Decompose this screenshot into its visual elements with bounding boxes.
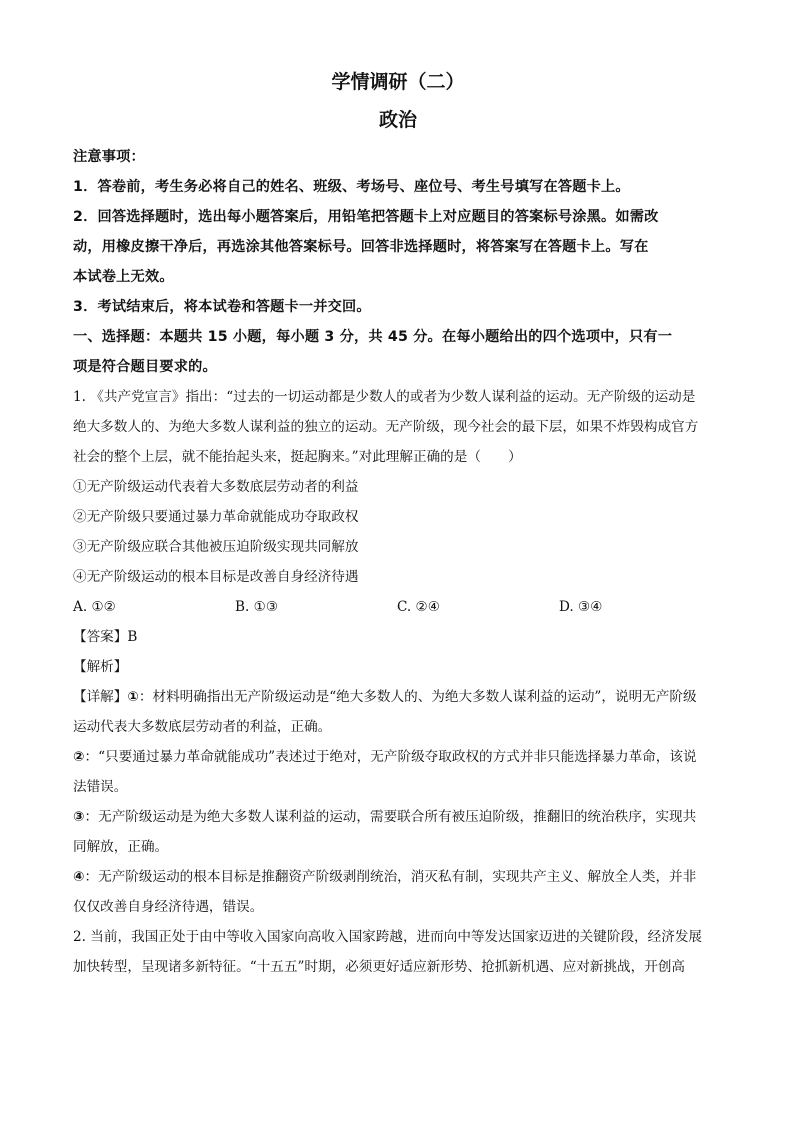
option-d: D. ③④ — [559, 599, 603, 615]
detail-line — [73, 862, 723, 892]
detail-text: 运动代表大多数底层劳动者的利益，正确。 — [73, 719, 332, 735]
notice-item: 2．回答选择题时，选出每小题答案后，用铅笔把答题卡上对应题目的答案标号涂黑。如需改 — [73, 209, 659, 225]
option-b: B. ①③ — [235, 599, 279, 615]
question-stem: 1. 《共产党宣言》指出：“过去的一切运动都是少数人的或者为少数人谋利益的运动。无产阶级的运动是 — [73, 389, 696, 405]
detail-text: 同解放，正确。 — [73, 839, 169, 855]
detail-marker: ④ — [73, 869, 85, 885]
section-heading-cont: 项是符合题目要求的。 — [73, 359, 217, 375]
notice-heading: 注意事项： — [73, 149, 145, 165]
notice-item: 动，用橡皮擦干净后，再选涂其他答案标号。回答非选择题时，将答案写在答题卡上。写在 — [73, 239, 649, 255]
detail-text: 法错误。 — [73, 779, 128, 795]
detail-marker: ① — [127, 689, 139, 705]
question-stem: 社会的整个上层，就不能抬起头来，挺起胸来。”对此理解正确的是（ ） — [73, 449, 522, 465]
subject-title: 政治 — [378, 109, 417, 131]
answer-label: 【答案】 — [73, 629, 128, 645]
detail-line — [73, 802, 723, 832]
answer-line — [73, 622, 723, 652]
exam-page — [73, 70, 723, 982]
question-stem: 加快转型，呈现诸多新特征。“十五五”时期，必须更好适应新形势、抢抓新机遇、应对新挑战，开创高 — [73, 959, 686, 975]
detail-label: 【详解】 — [73, 689, 128, 705]
notice-item: 1．答卷前，考生务必将自己的姓名、班级、考场号、座位号、考生号填写在答题卡上。 — [73, 179, 630, 195]
detail-marker: ② — [73, 749, 85, 765]
notice-item: 3．考试结束后，将本试卷和答题卡一并交回。 — [73, 299, 371, 315]
detail-line — [73, 682, 723, 712]
statement: ③无产阶级应联合其他被压迫阶级实现共同解放 — [73, 539, 359, 555]
page-title: 学情调研（二） — [331, 71, 465, 93]
option-a: A. ①② — [73, 599, 116, 615]
section-heading: 一、选择题：本题共 15 小题，每小题 3 分，共 45 分。在每小题给出的四个选项中，只有一 — [73, 329, 673, 345]
answer-options — [73, 592, 723, 622]
analysis-line — [73, 652, 723, 682]
detail-text: ：“只要通过暴力革命就能成功”表述过于绝对，无产阶级夺取政权的方式并非只能选择暴力革命，该说 — [84, 749, 697, 765]
detail-text: ：材料明确指出无产阶级运动是“绝大多数人的、为绝大多数人谋利益的运动”，说明无产阶级 — [138, 689, 697, 705]
detail-text: ：无产阶级运动的根本目标是推翻资产阶级剥削统治，消灭私有制，实现共产主义、解放全人类，并非 — [84, 869, 697, 885]
detail-text: 仅仅改善自身经济待遇，错误。 — [73, 899, 264, 915]
option-c: C. ②④ — [397, 599, 440, 615]
detail-marker: ③ — [73, 809, 85, 825]
detail-text: ：无产阶级运动是为绝大多数人谋利益的运动，需要联合所有被压迫阶级，推翻旧的统治秩序，实现共 — [84, 809, 697, 825]
notice-item: 本试卷上无效。 — [73, 269, 174, 285]
detail-line — [73, 742, 723, 772]
answer-value: B — [127, 629, 138, 645]
statement: ①无产阶级运动代表着大多数底层劳动者的利益 — [73, 479, 359, 495]
analysis-label: 【解析】 — [73, 659, 128, 675]
question-stem: 绝大多数人的、为绝大多数人谋利益的独立的运动。无产阶级，现今社会的最下层，如果不炸毁构成官方 — [73, 419, 699, 435]
statement: ④无产阶级运动的根本目标是改善自身经济待遇 — [73, 569, 359, 585]
statement: ②无产阶级只要通过暴力革命就能成功夺取政权 — [73, 509, 359, 525]
question-stem: 2. 当前，我国正处于由中等收入国家向高收入国家跨越，进而向中等发达国家迈进的关键阶段，经济发展 — [73, 929, 703, 945]
